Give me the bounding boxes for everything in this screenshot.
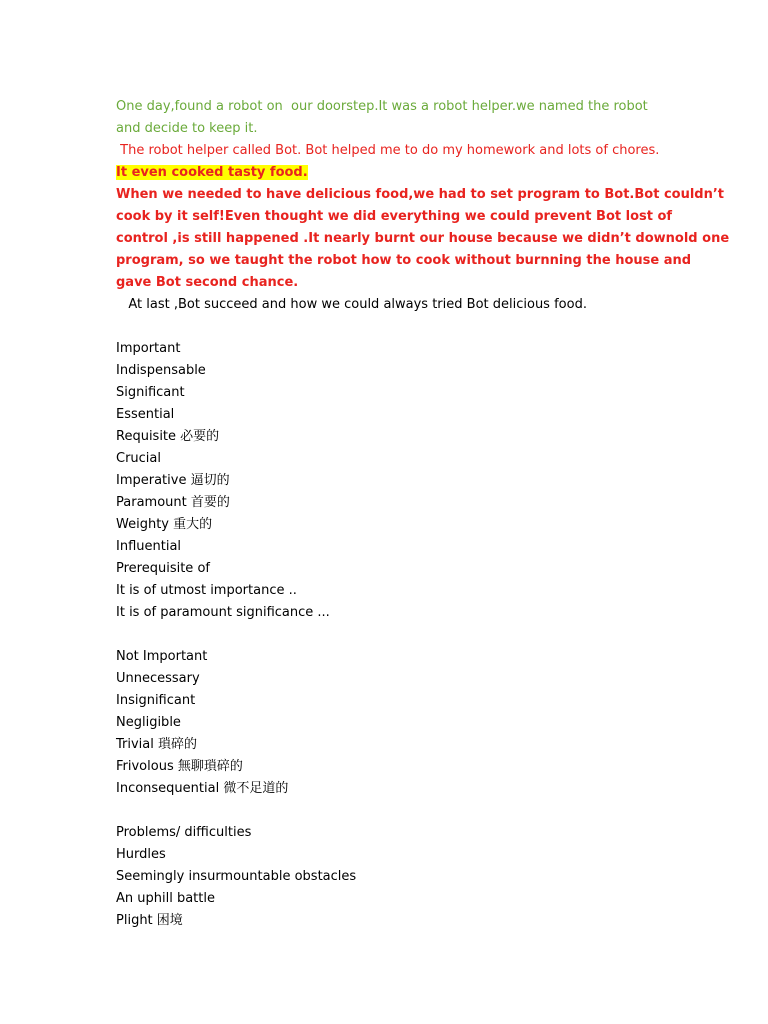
list-item: Negligible — [116, 715, 181, 730]
list-item: Indispensable — [116, 363, 206, 378]
story-closing-line: At last ,Bot succeed and how we could always tried Bot delicious food. — [116, 297, 587, 312]
spacer — [116, 800, 656, 822]
list-item: Unnecessary — [116, 671, 200, 686]
list-item: Seemingly insurmountable obstacles — [116, 869, 357, 884]
list-item: Plight 困境 — [116, 913, 183, 928]
story-green-line-2: and decide to keep it. — [116, 121, 258, 136]
story-bold-line-4: program, so we taught the robot how to cook without burnning the house and — [116, 253, 692, 268]
story-highlight-line — [116, 162, 656, 184]
list-item: Imperative 逼切的 — [116, 473, 230, 488]
story-green-line-1: One day,found a robot on our doorstep.It was a robot helper.we named the robot — [116, 99, 648, 114]
story-section — [116, 96, 730, 316]
list-item: Weighty 重大的 — [116, 517, 213, 532]
story-red-line: The robot helper called Bot. Bot helped me to do my homework and lots of chores. — [116, 143, 660, 158]
story-bold-line-5: gave Bot second chance. — [116, 275, 299, 290]
list-item: Frivolous 無聊瑣碎的 — [116, 759, 243, 774]
story-bold-line-3: control ,is still happened .It nearly burnt our house because we didn’t downold one — [116, 231, 730, 246]
list-item: Significant — [116, 385, 185, 400]
not-important-list — [116, 646, 656, 800]
list-item: Essential — [116, 407, 175, 422]
list-item: Not Important — [116, 649, 208, 664]
document-page — [116, 96, 730, 932]
list-item: Paramount 首要的 — [116, 495, 230, 510]
story-bold-line-2: cook by it self!Even thought we did everything we could prevent Bot lost of — [116, 209, 673, 224]
list-item: Crucial — [116, 451, 161, 466]
important-list — [116, 338, 656, 624]
highlighted-text: It even cooked tasty food. — [116, 165, 308, 180]
spacer — [116, 624, 656, 646]
story-bold-line-1: When we needed to have delicious food,we had to set program to Bot.Bot couldn’t — [116, 187, 725, 202]
list-item: Requisite 必要的 — [116, 429, 220, 444]
list-item: Influential — [116, 539, 182, 554]
list-item: Insignificant — [116, 693, 196, 708]
list-item: Trivial 瑣碎的 — [116, 737, 198, 752]
list-item: Important — [116, 341, 181, 356]
list-item: It is of paramount significance ... — [116, 605, 330, 620]
list-item: Problems/ difficulties — [116, 825, 252, 840]
list-item: It is of utmost importance .. — [116, 583, 297, 598]
spacer — [116, 316, 656, 338]
problems-list — [116, 822, 656, 932]
list-item: Prerequisite of — [116, 561, 210, 576]
list-item: Hurdles — [116, 847, 166, 862]
list-item: An uphill battle — [116, 891, 215, 906]
list-item: Inconsequential 微不足道的 — [116, 781, 289, 796]
